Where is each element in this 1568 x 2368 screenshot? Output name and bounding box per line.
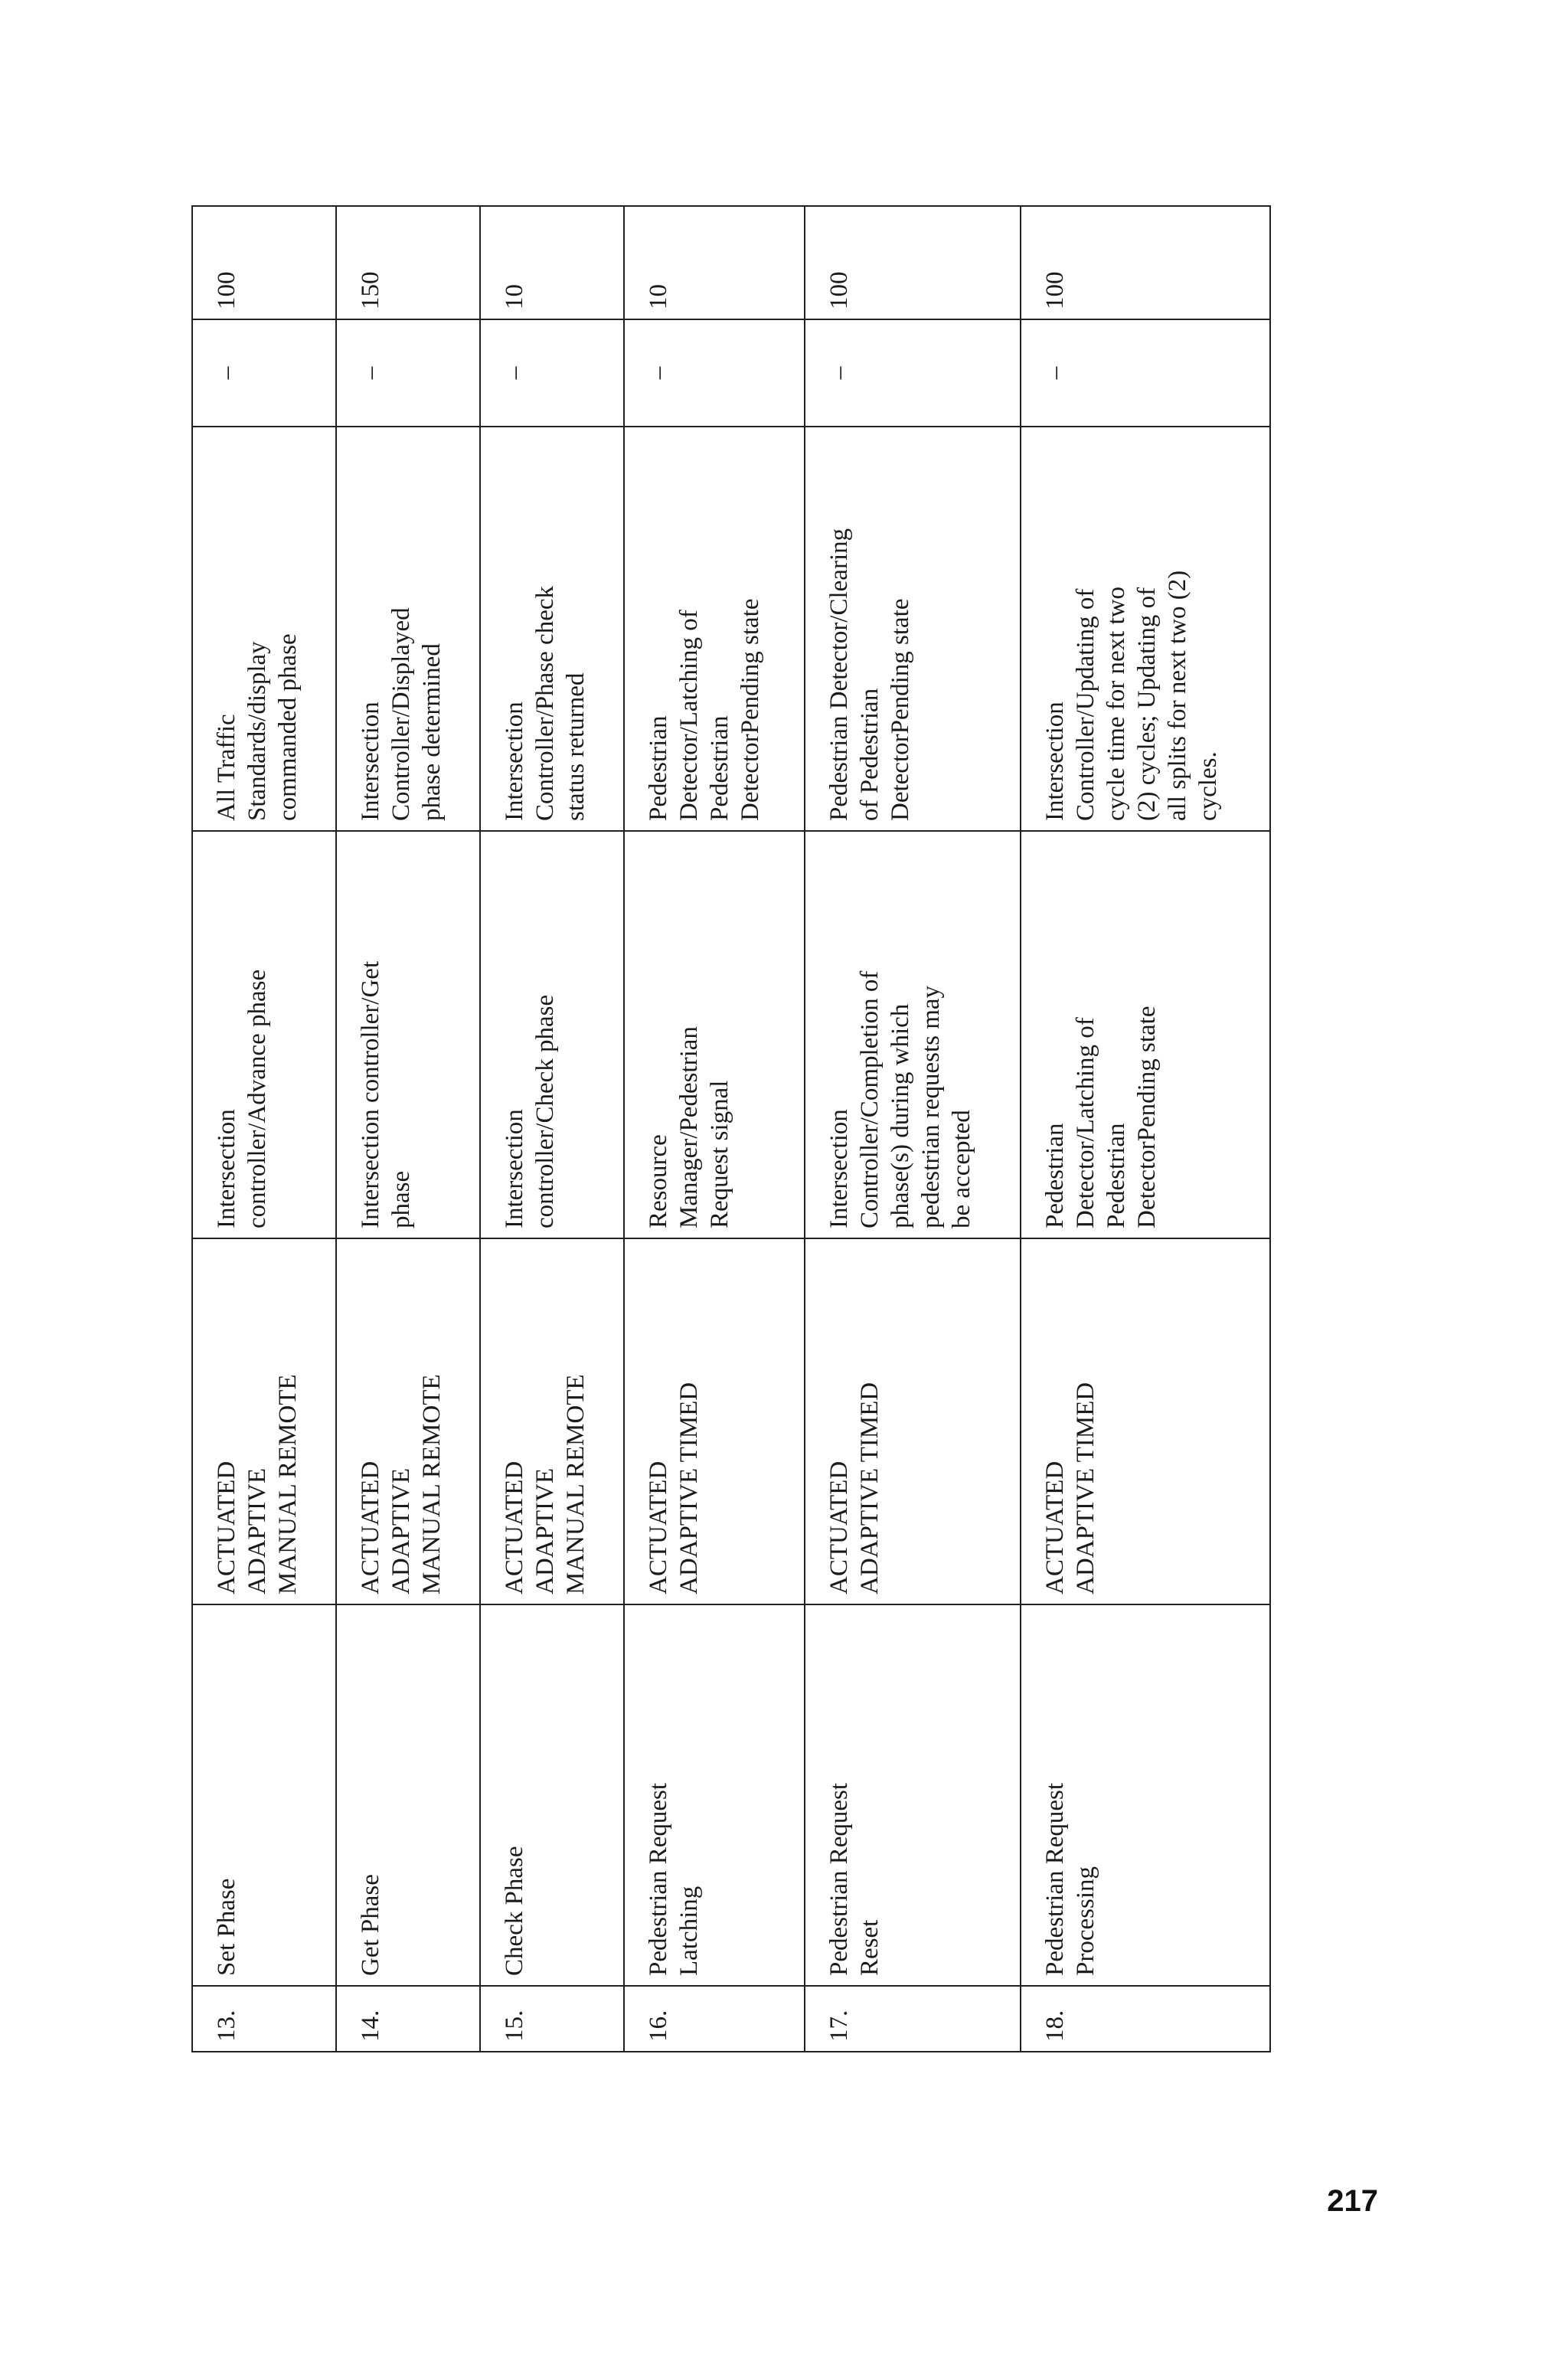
timing-value: 100 [192,206,336,319]
response-event: All Traffic Standards/display commanded phase [192,427,336,831]
trigger-event: Intersection Controller/Completion of phase(s) during which pedestrian requests may be accepted [805,831,1021,1238]
function-name: Set Phase [192,1604,336,1986]
empty-value-dash: – [624,319,805,427]
timing-value: 100 [1021,206,1270,319]
empty-value-dash: – [336,319,480,427]
empty-value-dash: – [805,319,1021,427]
function-name: Pedestrian Request Reset [805,1604,1021,1986]
requirements-table [191,205,1271,2052]
function-name: Pedestrian Request Processing [1021,1604,1270,1986]
table-row [624,206,805,2052]
function-name: Get Phase [336,1604,480,1986]
row-number: 13. [192,1986,336,2052]
operating-modes: ACTUATED ADAPTIVE TIMED [1021,1238,1270,1604]
operating-modes: ACTUATED ADAPTIVE MANUAL REMOTE [192,1238,336,1604]
response-event: Intersection Controller/Displayed phase determined [336,427,480,831]
trigger-event: Pedestrian Detector/Latching of Pedestrian DetectorPending state [1021,831,1270,1238]
table-row [805,206,1021,2052]
operating-modes: ACTUATED ADAPTIVE MANUAL REMOTE [336,1238,480,1604]
row-number: 14. [336,1986,480,2052]
function-name: Check Phase [480,1604,624,1986]
row-number: 17. [805,1986,1021,2052]
response-event: Pedestrian Detector/Latching of Pedestrian DetectorPending state [624,427,805,831]
operating-modes: ACTUATED ADAPTIVE TIMED [624,1238,805,1604]
table-row [192,206,336,2052]
empty-value-dash: – [480,319,624,427]
function-name: Pedestrian Request Latching [624,1604,805,1986]
trigger-event: Intersection controller/Advance phase [192,831,336,1238]
row-number: 15. [480,1986,624,2052]
response-event: Intersection Controller/Updating of cycle time for next two (2) cycles; Updating of all splits for next two (2) cycles. [1021,427,1270,831]
trigger-event: Intersection controller/Get phase [336,831,480,1238]
empty-value-dash: – [192,319,336,427]
timing-value: 100 [805,206,1021,319]
empty-value-dash: – [1021,319,1270,427]
rotated-table-container [191,271,1269,2052]
operating-modes: ACTUATED ADAPTIVE MANUAL REMOTE [480,1238,624,1604]
operating-modes: ACTUATED ADAPTIVE TIMED [805,1238,1021,1604]
trigger-event: Resource Manager/Pedestrian Request signal [624,831,805,1238]
row-number: 16. [624,1986,805,2052]
timing-value: 10 [624,206,805,319]
response-event: Intersection Controller/Phase check status returned [480,427,624,831]
timing-value: 10 [480,206,624,319]
trigger-event: Intersection controller/Check phase [480,831,624,1238]
table-row [480,206,624,2052]
page-number: 217 [1327,2184,1378,2218]
table-body [192,206,1270,2052]
row-number: 18. [1021,1986,1270,2052]
table-row [336,206,480,2052]
table-row [1021,206,1270,2052]
timing-value: 150 [336,206,480,319]
response-event: Pedestrian Detector/Clearing of Pedestrian DetectorPending state [805,427,1021,831]
